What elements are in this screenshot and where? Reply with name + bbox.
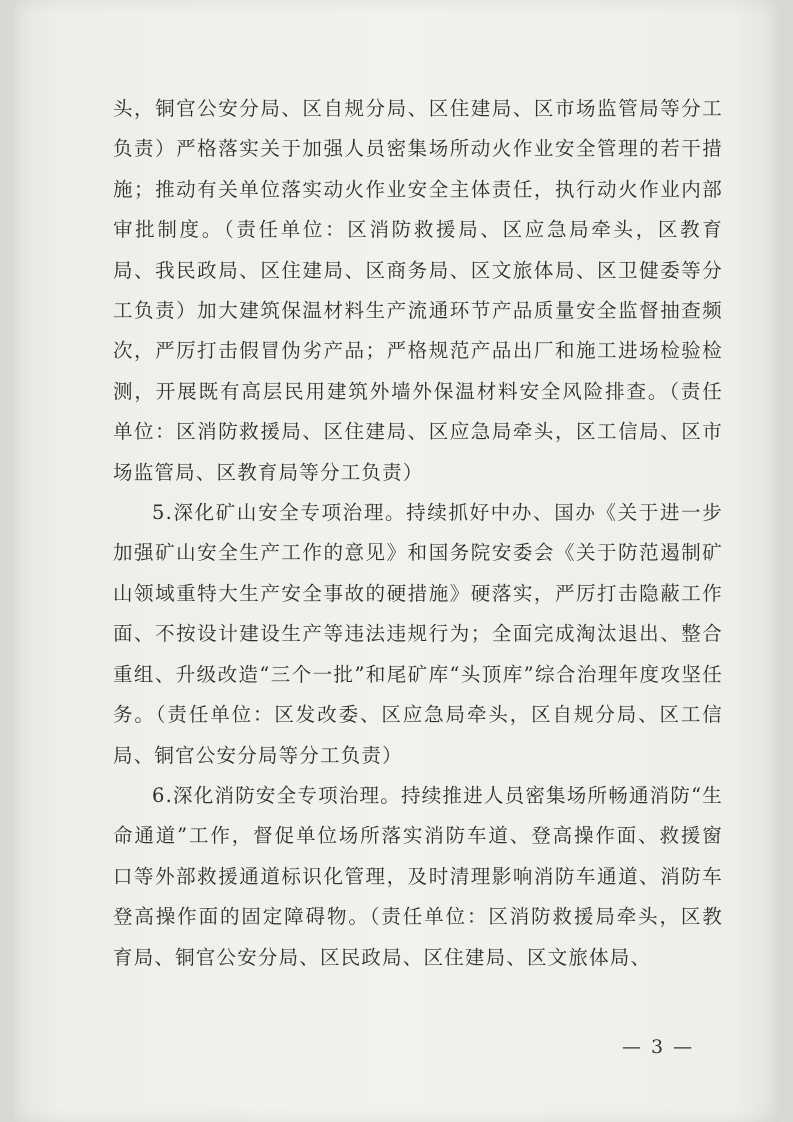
document-page (14, 0, 779, 1122)
body-text (113, 89, 723, 978)
paragraph-item-6: 6.深化消防安全专项治理。持续推进人员密集场所畅通消防“生命通道”工作，督促单位场所落实消防车道、登高操作面、救援窗口等外部救援通道标识化管理，及时清理影响消防车通道、消防车登高操作面的固定障碍物。（责任单位：区消防救援局牵头，区教育局、铜官公安分局、区民政局、区住建局、区文旅体局、 (113, 783, 723, 969)
page-number: — 3 — (622, 1036, 695, 1058)
paragraph-item-5: 5.深化矿山安全专项治理。持续抓好中办、国办《关于进一步加强矿山安全生产工作的意见》和国务院安委会《关于防范遏制矿山领域重特大生产安全事故的硬措施》硬落实，严厉打击隐蔽工作面、不按设计建设生产等违法违规行为；全面完成淘汰退出、整合重组、升级改造“三个一批”和尾矿库“头顶库”综合治理年度攻坚任务。（责任单位：区发改委、区应急局牵头，区自规分局、区工信局、铜官公安分局等分工负责） (113, 501, 723, 767)
paragraph-continuation: 头，铜官公安分局、区自规分局、区住建局、区市场监管局等分工负责）严格落实关于加强人员密集场所动火作业安全管理的若干措施；推动有关单位落实动火作业安全主体责任，执行动火作业内部审批制度。（责任单位：区消防救援局、区应急局牵头，区教育局、我民政局、区住建局、区商务局、区文旅体局、区卫健委等分工负责）加大建筑保温材料生产流通环节产品质量安全监督抽查频次，严厉打击假冒伪劣产品；严格规范产品出厂和施工进场检验检测，开展既有高层民用建筑外墙外保温材料安全风险排查。（责任单位：区消防救援局、区住建局、区应急局牵头，区工信局、区市场监管局、区教育局等分工负责） (113, 97, 723, 484)
